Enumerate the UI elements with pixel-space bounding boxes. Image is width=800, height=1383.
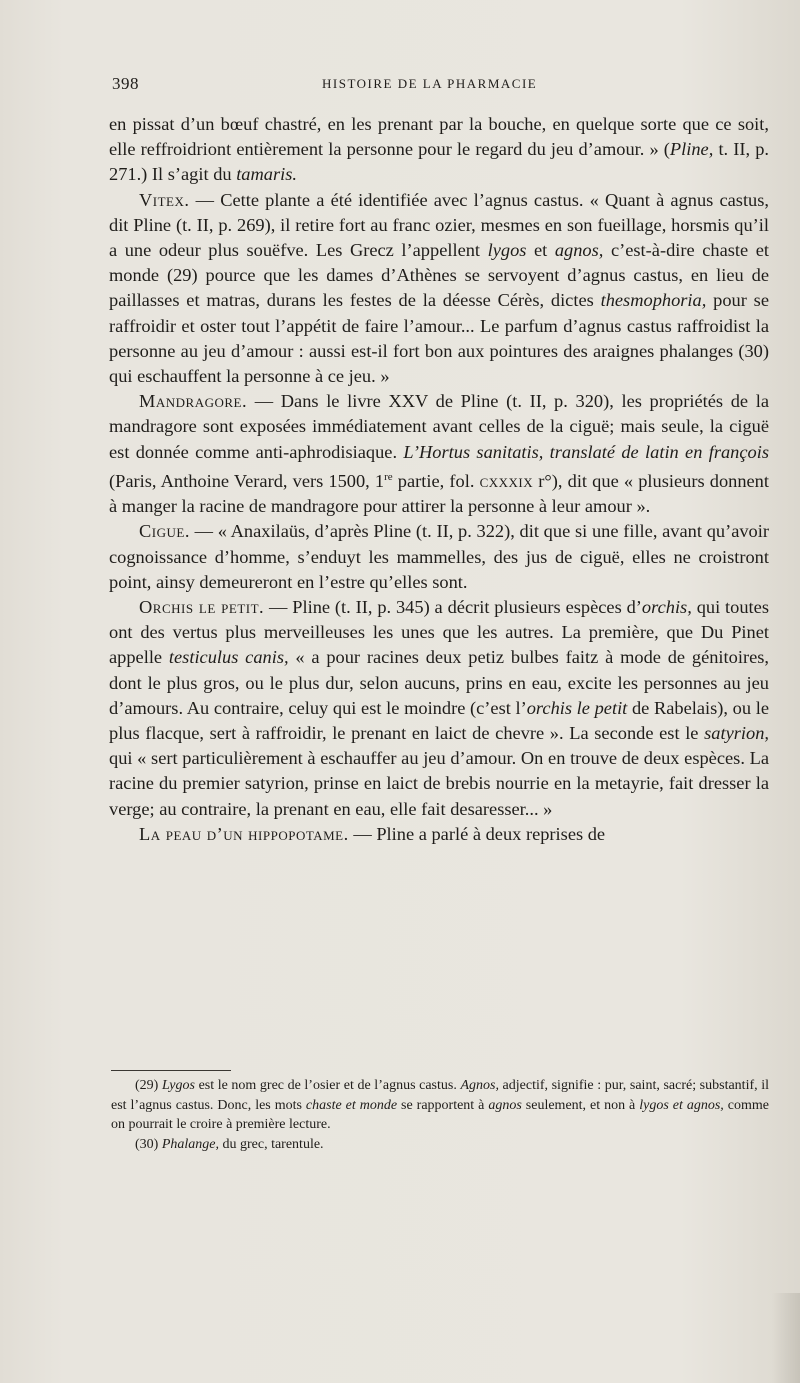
text-run: c’est-à-dire chaste et monde (29) pource que les dames d’Athènes se servoyent d’agnus castus, en lieu de paillasses et matras, durans les festes de la déesse Cérès, dictes (109, 240, 770, 311)
footnote-number: (30) (135, 1136, 162, 1152)
paragraph-tamaris (109, 112, 769, 188)
term-italic: agnos, (554, 240, 604, 261)
footnote-29 (111, 1076, 769, 1135)
superscript: re (384, 470, 393, 483)
term-italic: agnos (488, 1097, 522, 1113)
text-run: — Pline (t. II, p. 345) a décrit plusieurs espèces d’ (264, 596, 642, 617)
term-italic: orchis, (641, 596, 692, 617)
text-run: (Paris, Anthoine Verard, vers 1500, 1 (109, 470, 385, 491)
term-italic: Phalange, (161, 1136, 219, 1152)
footnote-number: (29) (135, 1078, 162, 1093)
text-run: adjectif, signifie : pur, saint, sacré; substantif, il est l’agnus castus. Donc, les mots (111, 1078, 770, 1113)
text-run: qui toutes ont des vertus plus merveilleuses les unes que les autres. La première, que Du Pinet appelle (109, 596, 769, 668)
text-run: est le nom grec de l’osier et de l’agnus castus. (194, 1078, 461, 1093)
term-italic: thesmophoria, (600, 290, 707, 311)
page-header (112, 74, 768, 96)
text-run: se rapportent à (397, 1097, 489, 1113)
entry-heading: Vitex. (139, 189, 190, 210)
term-italic: lygos (487, 240, 527, 261)
term-italic: testiculus canis, (168, 647, 289, 668)
running-title: HISTOIRE DE LA PHARMACIE (322, 76, 538, 91)
term-italic: chaste et monde (305, 1097, 398, 1113)
folio-number: cxxxix (479, 470, 534, 491)
text-run: qui « sert particulièrement à eschauffer au jeu d’amour. On en trouve de deux espèces. La racine du premier satyrion, prinse en laict de brebis nourrie en la metayrie, fait dresser la verge; au contraire, la prenant en eau, elle fait desaresser... » (109, 748, 769, 819)
term-italic: satyrion, (704, 723, 769, 743)
entry-heading: Mandragore. (139, 391, 248, 412)
term-italic: Lygos (161, 1078, 195, 1093)
text-run: — « Anaxilaüs, d’après Pline (t. II, p. 322), dit que si une fille, avant qu’avoir cognoissance d’homme, s’enduyt les mammelles, des jus de ciguë, elles ne croistront point, ainsy demeureront en l’estre qu’elles sont. (109, 521, 769, 592)
entry-vitex (109, 188, 769, 390)
text-run: t. II, p. 271.) Il s’agit du (109, 139, 770, 185)
footnote-divider (111, 1070, 231, 1071)
text-run: et (526, 240, 555, 261)
entry-heading: Cigue. (139, 521, 190, 542)
term-italic: orchis le petit (526, 697, 628, 718)
entry-mandragore (109, 389, 769, 519)
term-italic: lygos et agnos, (639, 1097, 724, 1113)
body-text (109, 112, 769, 847)
text-run: pour se raffroidir et oster tout l’appétit de faire l’amour... Le parfum d’agnus castus raffroidist la personne au jeu d’amour : aussi est-il fort bon aux pointures des araignes phalanges (30) qui eschauffent la personne à ce jeu. » (109, 290, 769, 387)
text-run: de Rabelais), ou le plus flacque, sert à raffroidir, le prenant en laict de chevre ». La seconde est le (109, 697, 769, 743)
entry-orchis (109, 595, 769, 822)
citation-author: Pline, (669, 139, 714, 160)
text-run: — Dans le livre XXV de Pline (t. II, p. 320), les propriétés de la mandragore sont exposées immédiatement avant celles de la ciguë; mais seule, la ciguë est donnée comme anti-aphrodisiaque. (109, 391, 769, 462)
text-run: comme on pourrait le croire à première lecture. (111, 1097, 769, 1132)
page-number: 398 (112, 74, 139, 93)
text-run: « a pour racines deux petiz bulbes faitz à mode de génitoires, dont le plus gros, ou le plus dur, selon aucuns, prins en eau, excite les personnes au jeu d’amours. Au contraire, celuy qui est le moindre (c’est l’ (109, 647, 770, 718)
term-italic: Agnos, (460, 1078, 499, 1093)
text-run: — Pline a parlé à deux reprises de (348, 823, 606, 844)
entry-heading: La peau d’un hippopotame. (139, 823, 349, 844)
text-run: du grec, tarentule. (218, 1136, 324, 1152)
page-edge-shadow (772, 1293, 800, 1383)
entry-heading: Orchis le petit. (139, 596, 265, 617)
footnotes (111, 1076, 769, 1154)
text-run: r°), dit que « plusieurs donnent à manger la racine de mandragore pour attirer la personne à leur amour ». (109, 470, 769, 517)
plant-name: tamaris. (236, 164, 297, 185)
book-title: L’Hortus sanitatis, translaté de latin en françois (403, 441, 769, 462)
entry-cigue (109, 519, 769, 595)
text-run: partie, fol. (392, 470, 480, 491)
entry-hippopotame (109, 822, 769, 847)
text-run: seulement, et non à (521, 1097, 640, 1113)
text-run: — Cette plante a été identifiée avec l’agnus castus. « Quant à agnus castus, dit Pline (t. II, p. 269), il retire fort au franc ozier, mesmes en son fueillage, horsmis qu’il a une odeur plus souëfve. Les Grecz l’appellent (109, 189, 769, 261)
text-run: en pissat d’un bœuf chastré, en les prenant par la bouche, en quelque sorte que ce soit, elle reffroidriont entièrement la personne pour le regard du jeu d’amour. » ( (109, 114, 769, 160)
footnote-30 (111, 1135, 769, 1155)
